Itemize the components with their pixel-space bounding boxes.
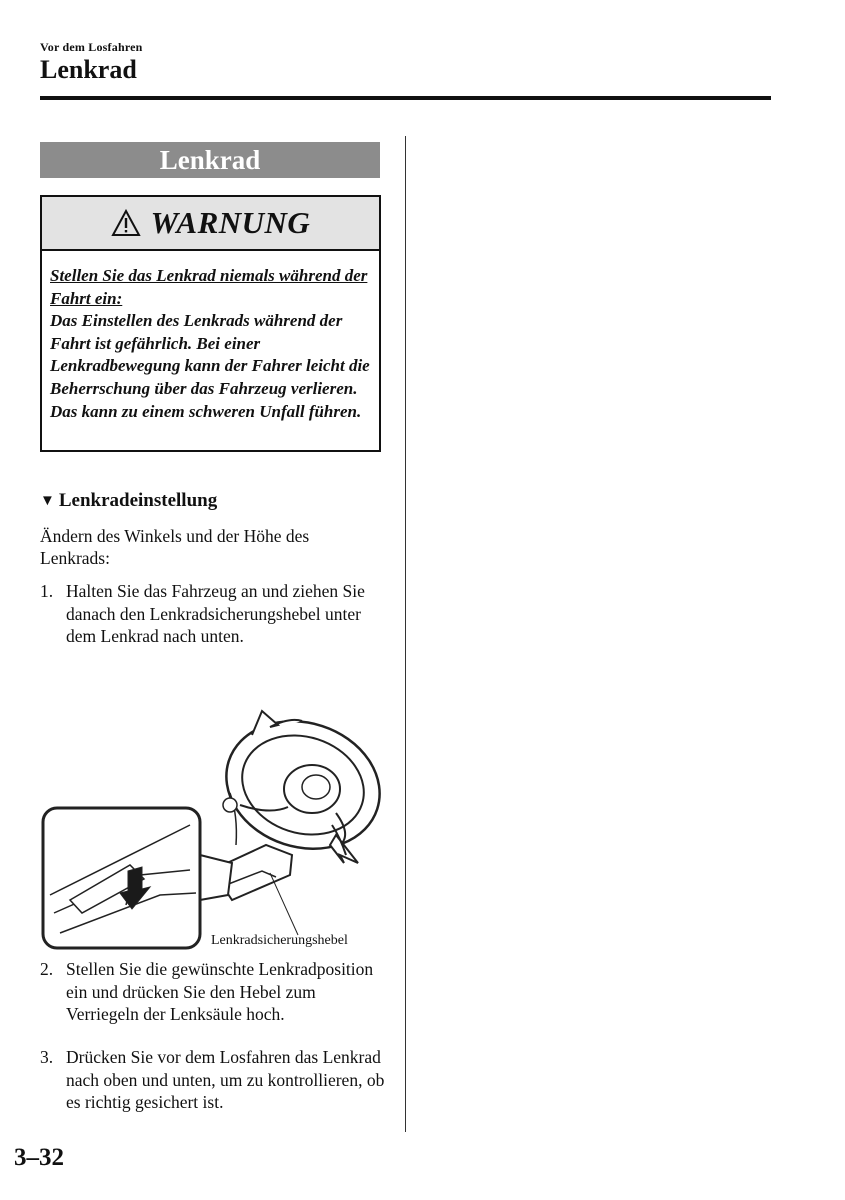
warning-title: WARNUNG: [150, 205, 311, 240]
step-text: Halten Sie das Fahrzeug an und ziehen Sie danach den Lenkradsicherungshebel unter dem Lenkrad nach unten.: [66, 581, 365, 646]
column-divider: [405, 136, 406, 1132]
warning-text: Das Einstellen des Lenkrads während der Fahrt ist gefährlich. Bei einer Lenkradbewegung kann der Fahrer leicht die Beherrschung über das Fahrzeug verlieren. Das kann zu einem schweren Unfall führen.: [50, 311, 370, 421]
intro-paragraph: Ändern des Winkels und der Höhe des Lenkrads:: [40, 526, 310, 568]
warning-lead: Stellen Sie das Lenkrad niemals während der Fahrt ein:: [50, 266, 368, 308]
running-header-title: Lenkrad: [40, 55, 137, 84]
warning-header: [42, 197, 379, 251]
step-text: Stellen Sie die gewünschte Lenkradposition ein und drücken Sie den Hebel zum Verriegeln der Lenksäule hoch.: [66, 959, 374, 1024]
subsection-title: Lenkradeinstellung: [58, 490, 218, 511]
figure-label-lever: Lenkradsicherungshebel: [211, 933, 348, 948]
step-number: 3.: [40, 1047, 54, 1067]
running-header-section: Vor dem Losfahren: [40, 40, 143, 54]
down-triangle-icon: ▼: [40, 492, 55, 509]
warning-box: [40, 195, 381, 452]
subsection-heading: [40, 490, 217, 512]
warning-body: [42, 251, 379, 423]
header-rule: [40, 96, 771, 100]
step-item: [40, 1046, 385, 1114]
warning-triangle-icon: [111, 209, 141, 237]
step-item: [40, 958, 385, 1026]
step-number: 2.: [40, 959, 54, 979]
page-number: 3–32: [14, 1144, 64, 1171]
step-item: [40, 580, 385, 648]
step-text: Drücken Sie vor dem Losfahren das Lenkrad nach oben und unten, um zu kontrollieren, ob es richtig gesichert ist.: [66, 1047, 385, 1112]
step-number: 1.: [40, 581, 54, 601]
steering-wheel-illustration: [40, 695, 385, 955]
section-banner: Lenkrad: [40, 142, 380, 178]
